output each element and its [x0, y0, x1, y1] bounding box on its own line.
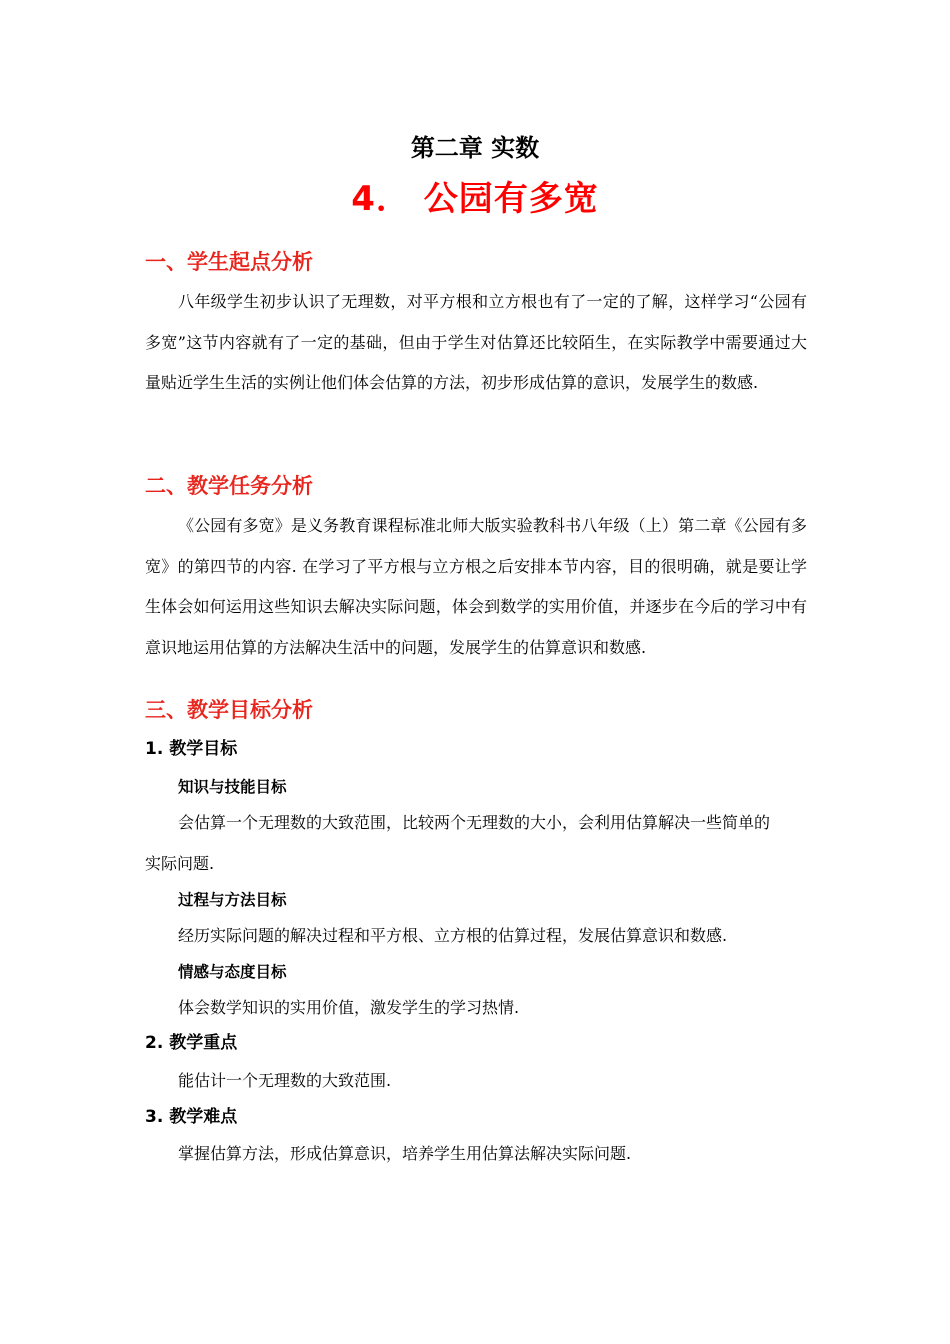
goals-heading: 1. 教学目标	[145, 739, 238, 759]
section-heading-student-analysis: 一、学生起点分析	[145, 250, 313, 274]
knowledge-goal-text-line1: 会估算一个无理数的大致范围，比较两个无理数的大小，会利用估算解决一些简单的	[178, 813, 771, 832]
chapter-title: 第二章 实数	[410, 134, 540, 162]
section-heading-goal-analysis: 三、教学目标分析	[145, 698, 313, 722]
knowledge-goal-title: 知识与技能目标	[178, 778, 287, 796]
knowledge-goal-text-line2: 实际问题.	[145, 854, 215, 873]
section-text-task-analysis: 《公园有多宽》是义务教育课程标准北师大版实验教科书八年级（上）第二章《公园有多宽》的第四节的内容. 在学习了平方根与立方根之后安排本节内容，目的很明确，就是要让学生体会如何运用这些知识去解决实际问题，体会到数学的实用价值，并逐步在今后的学习中有意识地运用估算的方法解决生活中的问题，发展学生的估算意识和数感.	[145, 516, 807, 657]
process-goal-title: 过程与方法目标	[178, 891, 287, 909]
process-goal-text: 经历实际问题的解决过程和平方根、立方根的估算过程，发展估算意识和数感.	[178, 926, 728, 945]
emotion-goal-title: 情感与态度目标	[178, 963, 287, 981]
section-heading-task-analysis: 二、教学任务分析	[145, 474, 313, 498]
difficulty-text: 掌握估算方法，形成估算意识，培养学生用估算法解决实际问题.	[178, 1144, 632, 1163]
lesson-title: 4． 公园有多宽	[351, 179, 599, 219]
key-point-text: 能估计一个无理数的大致范围.	[178, 1071, 392, 1090]
key-point-heading: 2. 教学重点	[145, 1033, 238, 1053]
difficulty-heading: 3. 教学难点	[145, 1107, 238, 1127]
section-text-student-analysis: 八年级学生初步认识了无理数，对平方根和立方根也有了一定的了解，这样学习“公园有多宽”这节内容就有了一定的基础，但由于学生对估算还比较陌生，在实际教学中需要通过大量贴近学生生活的实例让他们体会估算的方法，初步形成估算的意识，发展学生的数感.	[145, 292, 807, 392]
emotion-goal-text: 体会数学知识的实用价值，激发学生的学习热情.	[178, 998, 520, 1017]
